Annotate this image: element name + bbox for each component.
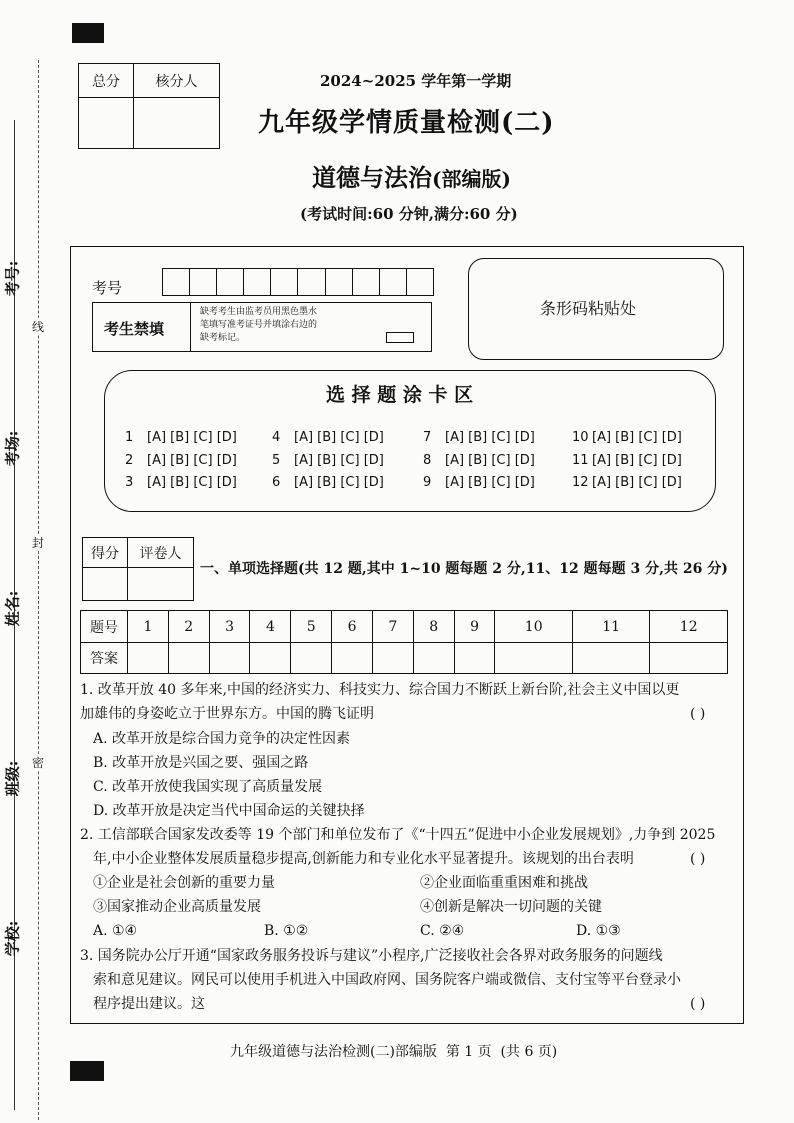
answer-cell[interactable] [250,643,291,674]
question-2-statement-3: ③国家推动企业高质量发展 [93,899,261,915]
question-2-line-2: 年,中小企业整体发展质量稳步提高,创新能力和专业化水平显著提升。该规划的出台表明 [93,851,634,867]
card-exam-number-label: 考号 [92,279,123,297]
subject-title [312,158,511,193]
question-2-option-c: C. ②④ [420,923,465,939]
answer-cell[interactable] [372,643,413,674]
section-score-label: 得分 [83,538,128,568]
section-score-box [82,537,194,601]
question-2-option-b: B. ①② [264,923,309,939]
mc-row-12[interactable]: 12 [A] [B] [C] [D] [572,475,682,490]
question-3-line-2: 索和意见建议。网民可以使用手机进入中国政府网、国务院客户端或微信、支付宝等平台登录小 [93,972,681,988]
total-score-label: 总分 [79,64,134,98]
answer-cell[interactable] [495,643,572,674]
room-label: 考场: [3,430,22,467]
exam-title: 九年级学情质量检测(二) [258,108,555,138]
question-1-option-a: A. 改革开放是综合国力竞争的决定性因素 [93,731,351,747]
mc-row-5[interactable]: 5 [A] [B] [C] [D] [272,453,384,468]
name-label: 姓名: [3,590,22,627]
mc-row-10[interactable]: 10 [A] [B] [C] [D] [572,430,682,445]
registration-marker-top [72,23,104,43]
checker-label: 核分人 [134,64,220,98]
question-1-option-c: C. 改革开放使我国实现了高质量发展 [93,779,323,795]
seal-line-xian: 线 [32,320,45,334]
question-3-line-3: 程序提出建议。这 [93,996,205,1012]
answer-cell[interactable] [168,643,209,674]
binding-dashed-line [38,60,39,1120]
section-grader-cell[interactable] [128,568,194,601]
term-line: 2024~2025 学年第一学期 [320,72,512,90]
answer-cell[interactable] [572,643,649,674]
answer-cell[interactable] [128,643,169,674]
question-2-line-1: 2. 工信部联合国家发改委等 19 个部门和单位发布了《“十四五”促进中小企业发展规划》,力争到 2025 [80,827,716,843]
mc-row-8[interactable]: 8 [A] [B] [C] [D] [423,453,535,468]
section-grader-label: 评卷人 [128,538,194,568]
checker-cell[interactable] [134,98,220,149]
absent-note: 缺考考生由监考员用黑色墨水 笔填写准考证号并填涂右边的 缺考标记。 [200,307,318,343]
exam-number-label: 考号: [3,260,22,297]
class-label: 班级: [3,760,22,797]
subject-name: 道德与法治 [312,163,432,192]
mc-row-4[interactable]: 4 [A] [B] [C] [D] [272,430,384,445]
school-label: 学校: [3,920,22,957]
mc-row-1[interactable]: 1 [A] [B] [C] [D] [125,430,237,445]
grid-row-label-answer: 答案 [81,643,128,674]
answer-cell[interactable] [650,643,728,674]
prohibited-label: 考生禁填 [104,320,165,338]
answer-cell[interactable] [291,643,332,674]
mc-row-2[interactable]: 2 [A] [B] [C] [D] [125,453,237,468]
question-1-option-b: B. 改革开放是兴国之要、强国之路 [93,755,309,771]
question-1-line-1: 1. 改革开放 40 多年来,中国的经济实力、科技实力、综合国力不断跃上新台阶,社会主义中国以更 [80,682,680,698]
question-3-bracket[interactable]: ( ) [690,996,706,1012]
question-2-statement-4: ④创新是解决一切问题的关键 [420,899,602,915]
total-score-cell[interactable] [79,98,134,149]
answer-cell[interactable] [332,643,373,674]
absent-mark-box[interactable] [386,332,414,343]
mc-row-3[interactable]: 3 [A] [B] [C] [D] [125,475,237,490]
seal-line-feng: 封 [32,536,45,550]
seal-line-mi: 密 [32,756,45,770]
exam-info: (考试时间:60 分钟,满分:60 分) [300,205,518,223]
prohibited-divider [190,302,191,352]
answer-grid: 题号 1 2 3 4 5 6 7 8 9 10 11 12 答案 [80,610,728,674]
mc-fill-title: 选 择 题 涂 卡 区 [326,384,474,406]
mc-row-7[interactable]: 7 [A] [B] [C] [D] [423,430,535,445]
section-score-cell[interactable] [83,568,128,601]
mc-row-11[interactable]: 11 [A] [B] [C] [D] [572,453,682,468]
answer-cell[interactable] [209,643,250,674]
question-1-line-2: 加雄伟的身姿屹立于世界东方。中国的腾飞证明 [80,706,374,722]
question-2-statement-1: ①企业是社会创新的重要力量 [93,875,275,891]
question-2-statement-2: ②企业面临重重困难和挑战 [420,875,588,891]
grid-row-label-number: 题号 [81,611,128,643]
barcode-label: 条形码粘贴处 [540,299,637,318]
question-2-option-d: D. ①③ [576,923,621,939]
answer-cell[interactable] [454,643,495,674]
exam-number-boxes[interactable] [162,268,434,296]
question-1-option-d: D. 改革开放是决定当代中国命运的关键抉择 [93,803,365,819]
mc-row-9[interactable]: 9 [A] [B] [C] [D] [423,475,535,490]
registration-marker-bottom [70,1061,104,1081]
page-footer: 九年级道德与法治检测(二)部编版 第 1 页 (共 6 页) [230,1044,558,1060]
section-title: 一、单项选择题(共 12 题,其中 1~10 题每题 2 分,11、12 题每题 3 分,共 26 分) [200,561,728,577]
subject-edition: (部编版) [432,167,511,191]
question-2-bracket[interactable]: ( ) [690,851,706,867]
mc-row-6[interactable]: 6 [A] [B] [C] [D] [272,475,384,490]
total-score-box [78,63,220,149]
answer-cell[interactable] [413,643,454,674]
question-2-option-a: A. ①④ [93,923,138,939]
question-1-bracket[interactable]: ( ) [690,706,706,722]
question-3-line-1: 3. 国务院办公厅开通“国家政务服务投诉与建议”小程序,广泛接收社会各界对政务服务的问题线 [80,948,663,964]
